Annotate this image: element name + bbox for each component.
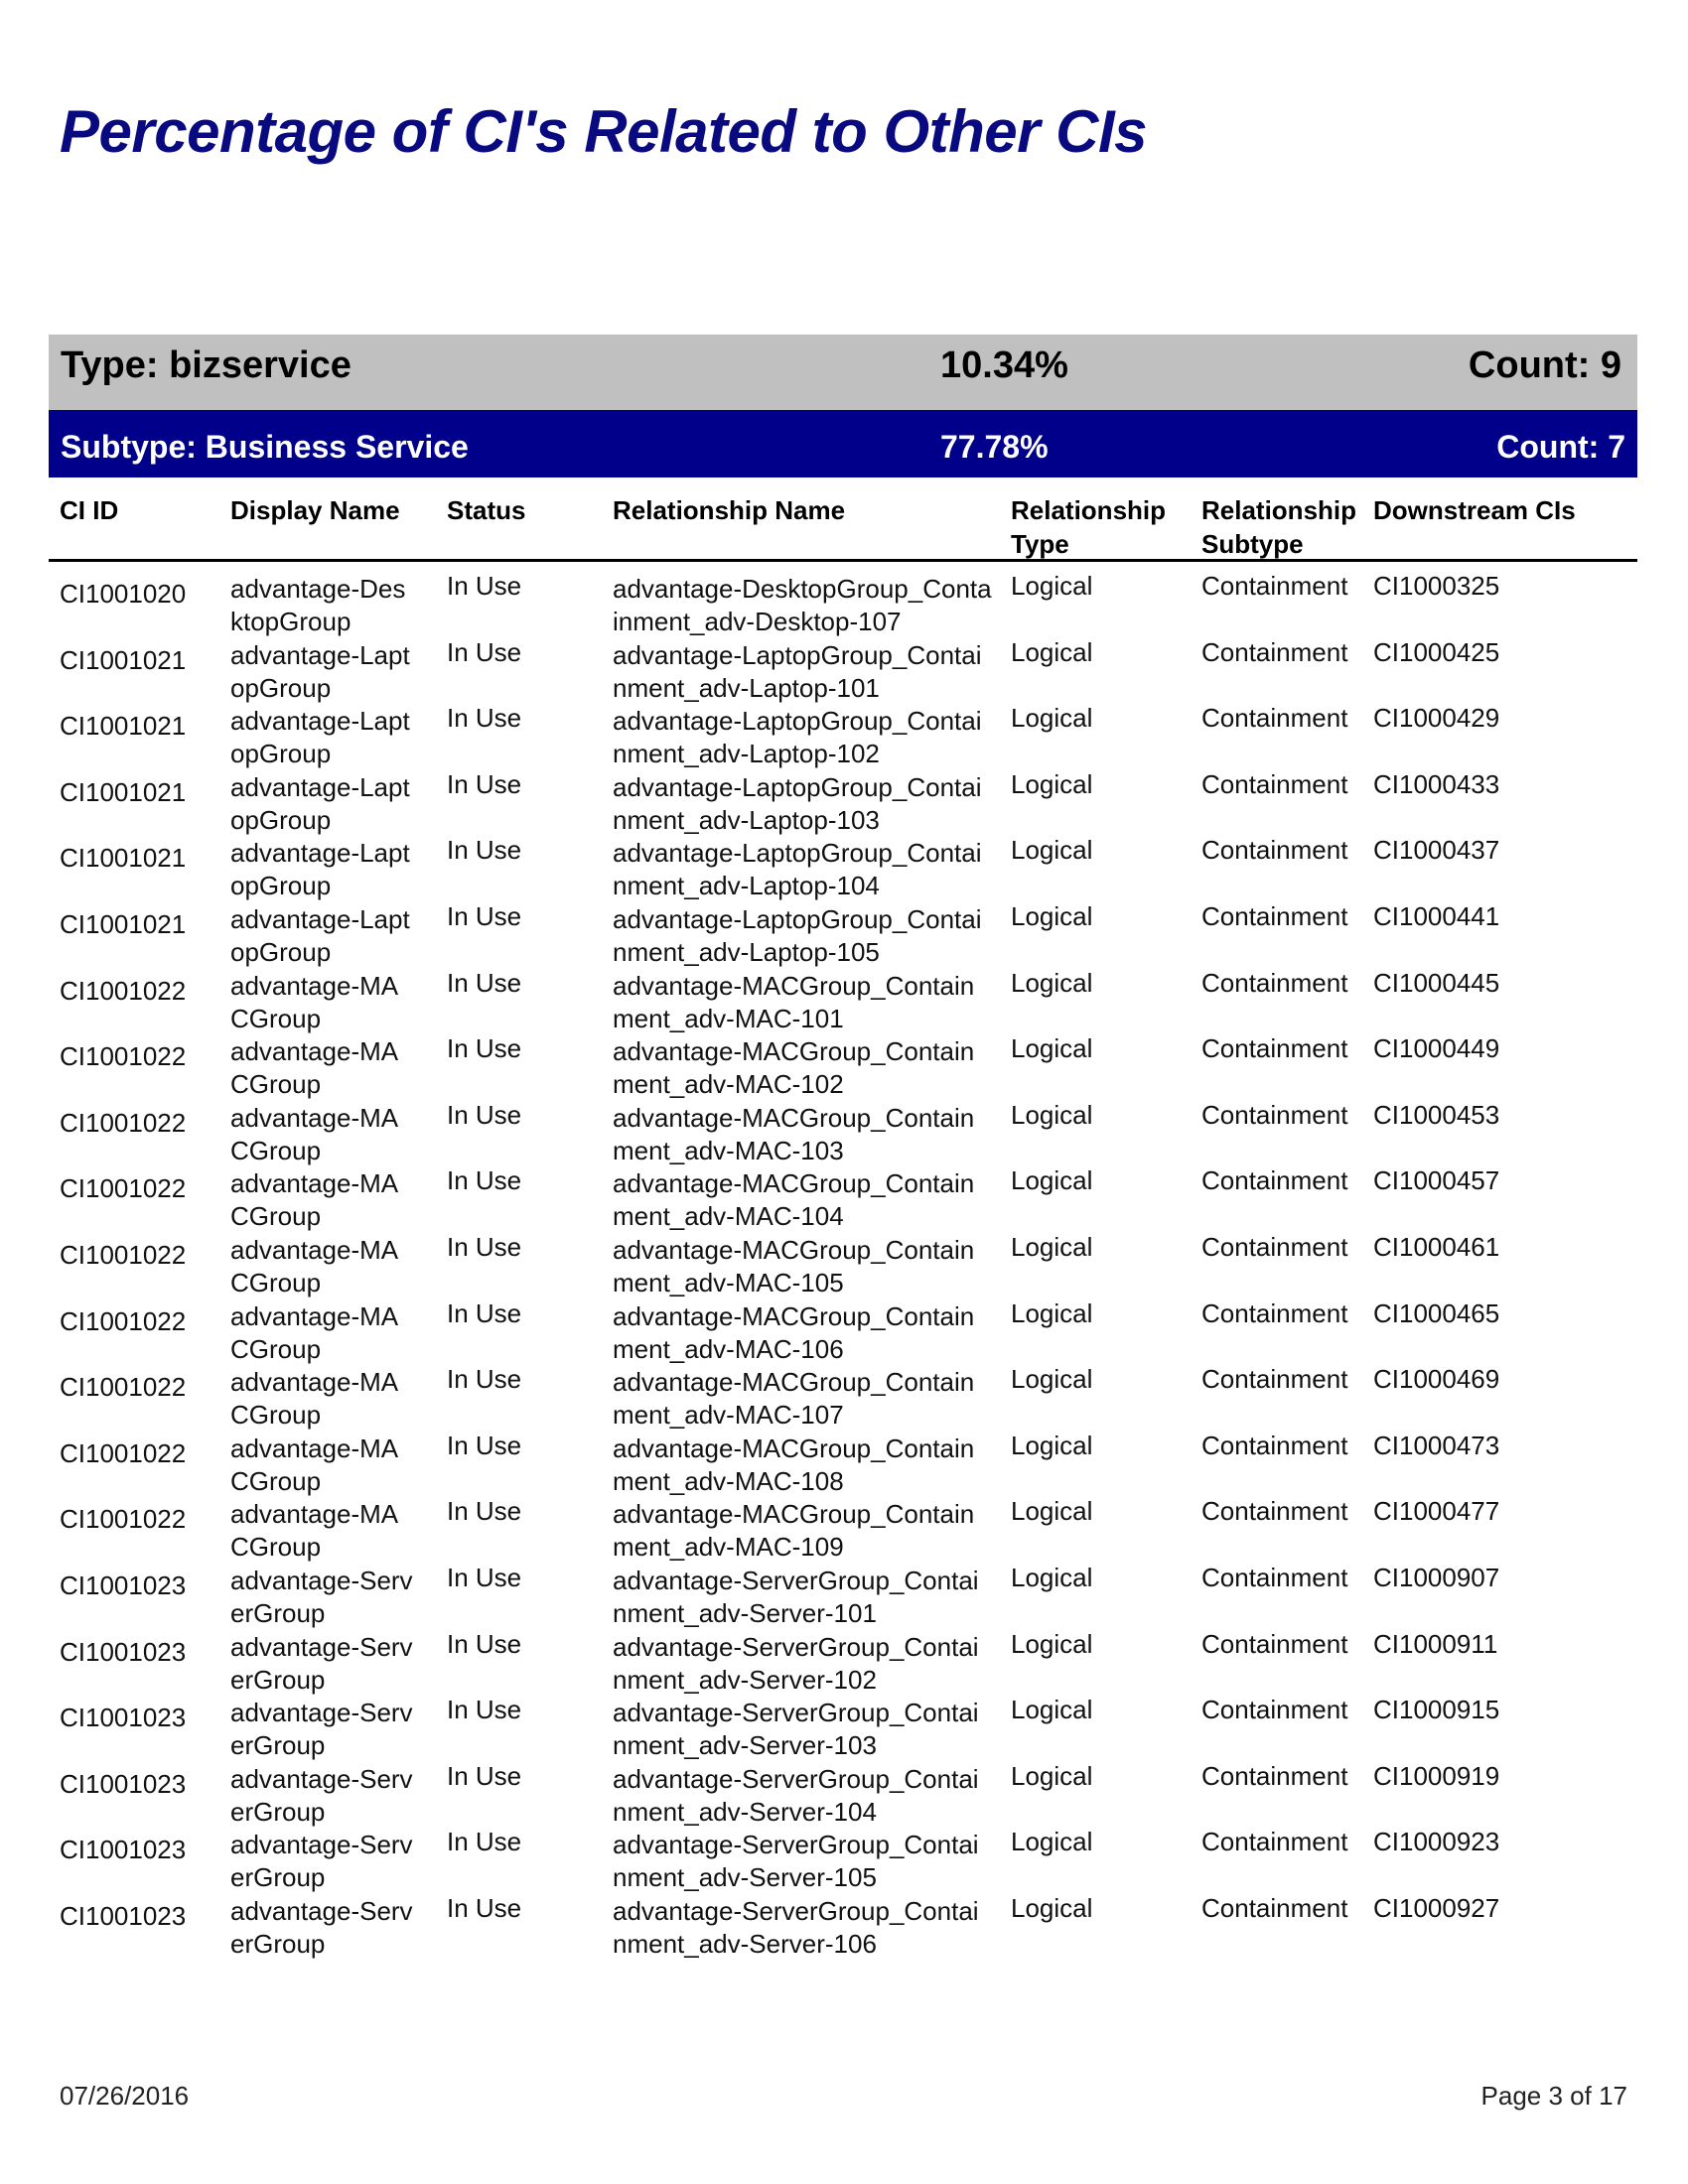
cell-display-name: advantage-MACGroup	[230, 1234, 399, 1297]
cell-ci-id: CI1001022	[60, 1107, 187, 1138]
cell-relationship-type: Logical	[1011, 1827, 1093, 1857]
type-label: Type: bizservice	[61, 344, 352, 386]
cell-relationship-type: Logical	[1011, 835, 1093, 866]
cell-relationship-subtype: Containment	[1201, 1827, 1348, 1857]
cell-relationship-name: advantage-ServerGroup_Containment_adv-Server-106	[613, 1895, 979, 1959]
table-row	[0, 1231, 1688, 1297]
cell-downstream-ci: CI1000907	[1373, 1562, 1500, 1592]
cell-ci-id: CI1001023	[60, 1835, 187, 1865]
cell-downstream-ci: CI1000445	[1373, 967, 1500, 998]
column-header-display-name: Display Name	[230, 495, 400, 525]
cell-status: In Use	[447, 1033, 522, 1064]
cell-downstream-ci: CI1000429	[1373, 703, 1500, 734]
table-row	[0, 1694, 1688, 1760]
table-row	[0, 1363, 1688, 1430]
cell-relationship-subtype: Containment	[1201, 1892, 1348, 1923]
cell-relationship-name: advantage-ServerGroup_Containment_adv-Server-101	[613, 1565, 979, 1628]
cell-downstream-ci: CI1000465	[1373, 1297, 1500, 1328]
cell-relationship-subtype: Containment	[1201, 1099, 1348, 1130]
cell-display-name: advantage-MACGroup	[230, 1499, 399, 1563]
table-row	[0, 1430, 1688, 1496]
cell-relationship-name: advantage-ServerGroup_Containment_adv-Server-103	[613, 1698, 979, 1761]
cell-relationship-subtype: Containment	[1201, 1033, 1348, 1064]
table-row	[0, 1760, 1688, 1827]
column-header-status: Status	[447, 495, 526, 525]
table-row	[0, 636, 1688, 703]
report-title: Percentage of CI's Related to Other CIs	[60, 98, 1148, 165]
cell-ci-id: CI1001021	[60, 776, 187, 807]
cell-status: In Use	[447, 1892, 522, 1923]
cell-ci-id: CI1001021	[60, 908, 187, 939]
column-header-relationship-type: Relationship Type	[1011, 495, 1167, 559]
cell-status: In Use	[447, 703, 522, 734]
cell-downstream-ci: CI1000325	[1373, 571, 1500, 601]
cell-relationship-type: Logical	[1011, 1430, 1093, 1460]
cell-status: In Use	[447, 1099, 522, 1130]
cell-relationship-subtype: Containment	[1201, 1496, 1348, 1527]
cell-downstream-ci: CI1000461	[1373, 1231, 1500, 1262]
cell-relationship-subtype: Containment	[1201, 967, 1348, 998]
table-row	[0, 1164, 1688, 1231]
cell-ci-id: CI1001022	[60, 1239, 187, 1270]
cell-downstream-ci: CI1000911	[1373, 1628, 1498, 1659]
cell-relationship-subtype: Containment	[1201, 1695, 1348, 1725]
column-header-relationship-name: Relationship Name	[613, 495, 846, 525]
cell-status: In Use	[447, 967, 522, 998]
cell-ci-id: CI1001021	[60, 843, 187, 874]
table-row	[0, 967, 1688, 1033]
cell-display-name: advantage-MACGroup	[230, 1168, 399, 1232]
cell-relationship-subtype: Containment	[1201, 1628, 1348, 1659]
cell-relationship-type: Logical	[1011, 1297, 1093, 1328]
column-header-ci-id: CI ID	[60, 495, 119, 525]
table-row	[0, 768, 1688, 835]
cell-relationship-subtype: Containment	[1201, 703, 1348, 734]
cell-ci-id: CI1001021	[60, 711, 187, 742]
cell-downstream-ci: CI1000449	[1373, 1033, 1500, 1064]
cell-ci-id: CI1001022	[60, 1305, 187, 1336]
cell-status: In Use	[447, 1760, 522, 1791]
cell-display-name: advantage-MACGroup	[230, 1036, 399, 1100]
subtype-group-header	[49, 410, 1637, 478]
cell-display-name: advantage-ServerGroup	[230, 1698, 413, 1761]
cell-relationship-type: Logical	[1011, 1562, 1093, 1592]
cell-ci-id: CI1001022	[60, 1437, 187, 1468]
cell-status: In Use	[447, 1695, 522, 1725]
type-percentage: 10.34%	[940, 344, 1068, 386]
cell-ci-id: CI1001022	[60, 1504, 187, 1535]
cell-relationship-type: Logical	[1011, 571, 1093, 601]
subtype-label: Subtype: Business Service	[61, 429, 469, 465]
footer-page-number: Page 3 of 17	[1480, 2081, 1627, 2111]
cell-relationship-type: Logical	[1011, 1695, 1093, 1725]
column-header-downstream-cis: Downstream CIs	[1373, 495, 1576, 525]
cell-relationship-subtype: Containment	[1201, 1364, 1348, 1395]
cell-relationship-name: advantage-DesktopGroup_Containment_adv-Desktop-107	[613, 574, 992, 636]
cell-status: In Use	[447, 636, 522, 667]
cell-status: In Use	[447, 1364, 522, 1395]
report-table-body	[0, 570, 1688, 1958]
cell-relationship-type: Logical	[1011, 1892, 1093, 1923]
cell-status: In Use	[447, 768, 522, 799]
table-row	[0, 834, 1688, 900]
cell-downstream-ci: CI1000425	[1373, 636, 1500, 667]
cell-relationship-type: Logical	[1011, 1165, 1093, 1196]
table-row	[0, 1495, 1688, 1562]
cell-downstream-ci: CI1000469	[1373, 1364, 1500, 1395]
cell-display-name: advantage-ServerGroup	[230, 1631, 413, 1695]
cell-display-name: advantage-LaptopGroup	[230, 903, 410, 967]
cell-relationship-subtype: Containment	[1201, 768, 1348, 799]
cell-status: In Use	[447, 1827, 522, 1857]
cell-downstream-ci: CI1000919	[1373, 1760, 1500, 1791]
cell-display-name: advantage-DesktopGroup	[230, 574, 406, 636]
cell-ci-id: CI1001022	[60, 1173, 187, 1204]
cell-relationship-subtype: Containment	[1201, 835, 1348, 866]
cell-relationship-name: advantage-MACGroup_Containment_adv-MAC-106	[613, 1300, 975, 1364]
cell-relationship-type: Logical	[1011, 703, 1093, 734]
table-row	[0, 702, 1688, 768]
cell-downstream-ci: CI1000457	[1373, 1165, 1500, 1196]
footer-date: 07/26/2016	[60, 2081, 190, 2111]
cell-relationship-name: advantage-LaptopGroup_Containment_adv-Laptop-105	[613, 903, 982, 967]
cell-relationship-name: advantage-MACGroup_Containment_adv-MAC-102	[613, 1036, 975, 1100]
cell-status: In Use	[447, 571, 522, 601]
cell-status: In Use	[447, 835, 522, 866]
cell-relationship-subtype: Containment	[1201, 1760, 1348, 1791]
cell-display-name: advantage-LaptopGroup	[230, 639, 410, 703]
cell-relationship-type: Logical	[1011, 1364, 1093, 1395]
cell-relationship-subtype: Containment	[1201, 1231, 1348, 1262]
cell-relationship-subtype: Containment	[1201, 1165, 1348, 1196]
type-group-header	[49, 335, 1637, 410]
table-row	[0, 570, 1688, 636]
cell-relationship-subtype: Containment	[1201, 1430, 1348, 1460]
cell-downstream-ci: CI1000433	[1373, 768, 1500, 799]
cell-display-name: advantage-MACGroup	[230, 1433, 399, 1496]
cell-relationship-name: advantage-ServerGroup_Containment_adv-Server-104	[613, 1763, 979, 1827]
cell-relationship-type: Logical	[1011, 1496, 1093, 1527]
subtype-percentage: 77.78%	[940, 429, 1049, 465]
cell-display-name: advantage-ServerGroup	[230, 1830, 413, 1893]
cell-status: In Use	[447, 1165, 522, 1196]
cell-relationship-name: advantage-MACGroup_Containment_adv-MAC-108	[613, 1433, 975, 1496]
cell-ci-id: CI1001022	[60, 1041, 187, 1072]
cell-display-name: advantage-ServerGroup	[230, 1895, 413, 1959]
cell-relationship-type: Logical	[1011, 636, 1093, 667]
cell-ci-id: CI1001022	[60, 1372, 187, 1403]
cell-status: In Use	[447, 1430, 522, 1460]
cell-downstream-ci: CI1000927	[1373, 1892, 1500, 1923]
cell-relationship-subtype: Containment	[1201, 1562, 1348, 1592]
cell-relationship-name: advantage-MACGroup_Containment_adv-MAC-104	[613, 1168, 975, 1232]
cell-display-name: advantage-ServerGroup	[230, 1565, 413, 1628]
table-row	[0, 1628, 1688, 1695]
cell-display-name: advantage-MACGroup	[230, 1367, 399, 1431]
cell-relationship-name: advantage-MACGroup_Containment_adv-MAC-105	[613, 1234, 975, 1297]
cell-relationship-subtype: Containment	[1201, 900, 1348, 931]
cell-ci-id: CI1001023	[60, 1636, 187, 1667]
cell-relationship-name: advantage-LaptopGroup_Containment_adv-Laptop-104	[613, 838, 982, 901]
cell-relationship-type: Logical	[1011, 967, 1093, 998]
cell-status: In Use	[447, 1496, 522, 1527]
cell-display-name: advantage-MACGroup	[230, 1300, 399, 1364]
type-count: Count: 9	[1468, 344, 1621, 386]
cell-relationship-name: advantage-MACGroup_Containment_adv-MAC-103	[613, 1102, 975, 1165]
cell-display-name: advantage-LaptopGroup	[230, 706, 410, 769]
cell-downstream-ci: CI1000453	[1373, 1099, 1500, 1130]
column-header-relationship-subtype: Relationship Subtype	[1201, 495, 1357, 559]
cell-ci-id: CI1001023	[60, 1900, 187, 1931]
cell-relationship-type: Logical	[1011, 1099, 1093, 1130]
cell-ci-id: CI1001023	[60, 1703, 187, 1733]
cell-display-name: advantage-ServerGroup	[230, 1763, 413, 1827]
cell-relationship-name: advantage-LaptopGroup_Containment_adv-Laptop-103	[613, 771, 982, 835]
cell-status: In Use	[447, 1231, 522, 1262]
cell-relationship-subtype: Containment	[1201, 636, 1348, 667]
cell-downstream-ci: CI1000441	[1373, 900, 1500, 931]
cell-relationship-type: Logical	[1011, 768, 1093, 799]
cell-relationship-name: advantage-MACGroup_Containment_adv-MAC-101	[613, 970, 975, 1033]
subtype-count: Count: 7	[1496, 429, 1625, 465]
cell-relationship-type: Logical	[1011, 1231, 1093, 1262]
table-row	[0, 1826, 1688, 1892]
cell-downstream-ci: CI1000437	[1373, 835, 1500, 866]
table-row	[0, 1892, 1688, 1959]
table-row	[0, 1099, 1688, 1165]
header-divider	[49, 559, 1637, 562]
cell-relationship-type: Logical	[1011, 1628, 1093, 1659]
cell-status: In Use	[447, 1562, 522, 1592]
cell-downstream-ci: CI1000915	[1373, 1695, 1500, 1725]
table-row	[0, 1297, 1688, 1364]
cell-relationship-name: advantage-ServerGroup_Containment_adv-Server-102	[613, 1631, 979, 1695]
cell-relationship-name: advantage-ServerGroup_Containment_adv-Server-105	[613, 1830, 979, 1893]
cell-display-name: advantage-MACGroup	[230, 970, 399, 1033]
cell-relationship-name: advantage-MACGroup_Containment_adv-MAC-109	[613, 1499, 975, 1563]
cell-relationship-name: advantage-MACGroup_Containment_adv-MAC-107	[613, 1367, 975, 1431]
cell-ci-id: CI1001023	[60, 1570, 187, 1600]
cell-display-name: advantage-LaptopGroup	[230, 771, 410, 835]
cell-ci-id: CI1001022	[60, 975, 187, 1006]
table-row	[0, 1562, 1688, 1628]
table-row	[0, 1032, 1688, 1099]
cell-downstream-ci: CI1000473	[1373, 1430, 1500, 1460]
cell-status: In Use	[447, 1297, 522, 1328]
cell-downstream-ci: CI1000477	[1373, 1496, 1500, 1527]
cell-relationship-type: Logical	[1011, 1033, 1093, 1064]
cell-downstream-ci: CI1000923	[1373, 1827, 1500, 1857]
cell-relationship-subtype: Containment	[1201, 571, 1348, 601]
cell-relationship-type: Logical	[1011, 900, 1093, 931]
cell-ci-id: CI1001023	[60, 1768, 187, 1799]
cell-relationship-name: advantage-LaptopGroup_Containment_adv-Laptop-102	[613, 706, 982, 769]
cell-status: In Use	[447, 900, 522, 931]
cell-ci-id: CI1001020	[60, 579, 187, 609]
table-row	[0, 900, 1688, 967]
cell-relationship-name: advantage-LaptopGroup_Containment_adv-Laptop-101	[613, 639, 982, 703]
cell-status: In Use	[447, 1628, 522, 1659]
cell-display-name: advantage-MACGroup	[230, 1102, 399, 1165]
cell-relationship-type: Logical	[1011, 1760, 1093, 1791]
cell-display-name: advantage-LaptopGroup	[230, 838, 410, 901]
cell-ci-id: CI1001021	[60, 644, 187, 675]
cell-relationship-subtype: Containment	[1201, 1297, 1348, 1328]
